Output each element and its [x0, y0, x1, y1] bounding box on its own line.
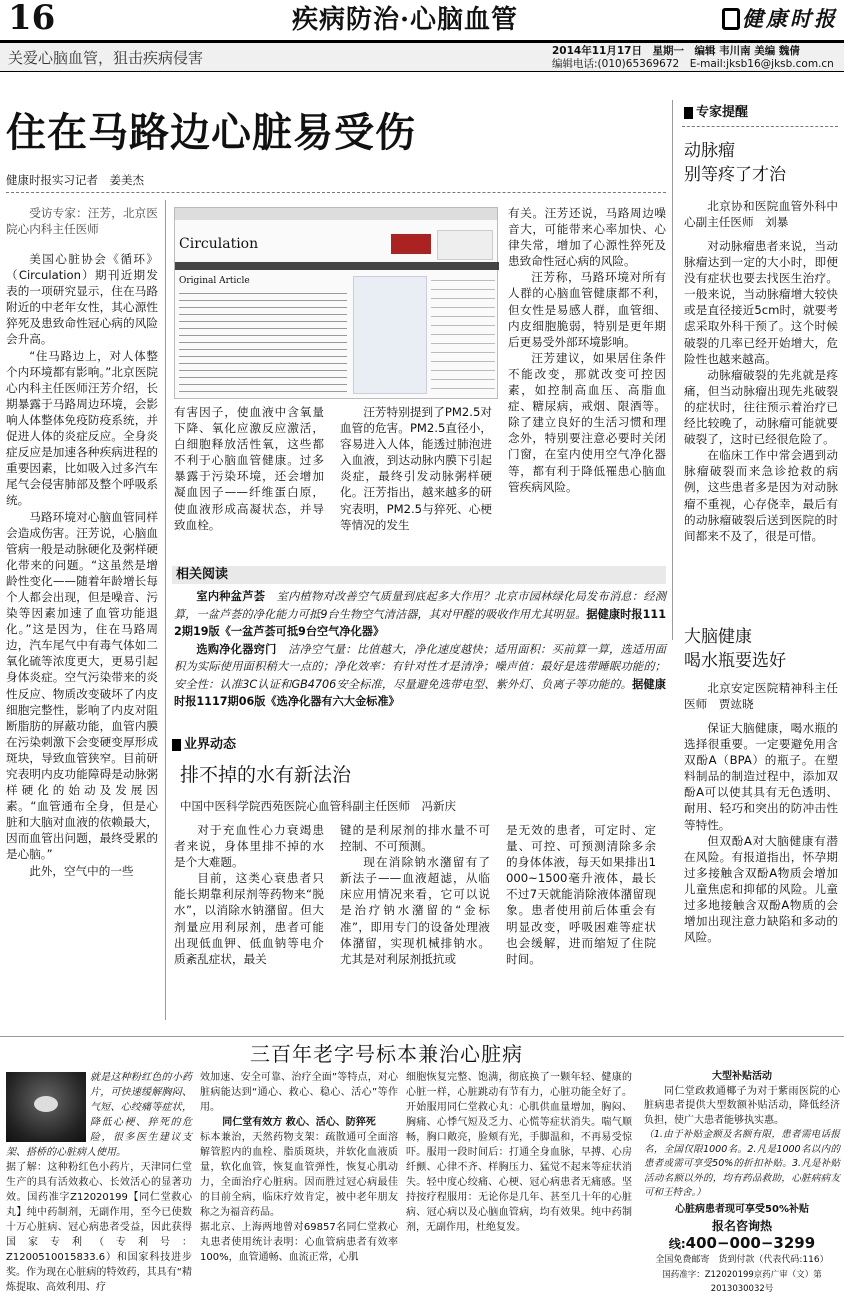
aneurysm-title-2: 别等疼了才治	[684, 165, 786, 185]
industry-col-1: 对于充血性心力衰竭患者来说，身体里排不掉的水是个大难题。 目前，这类心衰患者只能长期靠利尿剂等药物来“脱水”，以消除水钠潴留。但大剂量应用利尿剂，患者可能出现低血钾、低血钠等电介质紊乱症状，最关	[174, 823, 324, 966]
ad-col-4: 大型补贴活动 同仁堂政救通椰子为对于紫雨医院的心脏病患者提供大型数额补贴活动，降低经济负担，使广大患者能够执实惠。 （1.由于补贴金额及名额有限，患者需电话报名，全国仅限1000名。2.凡是1000名以内的患者或需可享受50%的折扣补贴。3.凡是补贴活动名额以外的，均有药品救助，心脏病病友可和王特舍。） 心脏病患者现可享受50%补贴 报名咨询热线:400−000−3299 全国免费邮寄 货到付款（代表代码:116） 国药准字：Z12020199京药广审（文）第2013030032号	[644, 1071, 840, 1294]
industry-article-title: 排不掉的水有新法治	[180, 764, 352, 786]
industry-col-3: 是无效的患者，可定时、定量、可控、可预测清除多余的身体体液，每天如果排出1000~1500毫升液体，最长不过7天就能消除液体潴留现象。患者使用前后体重会有明显改变，呼吸困难等症状也会缓解，进而缩短了住院时间。	[506, 823, 656, 966]
date-line: 2014年11月17日 星期一 编辑 韦川南 美编 魏倩	[552, 45, 800, 57]
ad-title: 三百年老字号标本兼治心脏病	[250, 1042, 523, 1066]
column-divider-left	[165, 200, 166, 1020]
newspaper-logo: 健康时报	[708, 2, 838, 36]
industry-heading: 业界动态	[184, 737, 237, 752]
journal-text-lines	[179, 290, 347, 394]
aneurysm-title-1: 动脉瘤	[684, 141, 735, 161]
logo-mark-icon	[722, 8, 740, 30]
journal-screenshot	[174, 207, 498, 399]
brain-title-2: 喝水瓶要选好	[684, 651, 786, 671]
main-col-1: 美国心脏协会《循环》（Circulation）期刊近期发表的一项研究显示，住在马路附近的中老年女性，其心源性猝死及患致命性冠心病的风险会升高。 “住马路边上，对人体整个内环境都有影响。”北京医院心内科主任医师汪芳介绍，长期暴露于马路周边环境，会影响人体整体免疫防疫系统，并促进人体的炎症反应。全身炎症反应是加速各种疾病进程的重要因素，比如吸入过多汽车尾气会侵害肺部及整个呼吸系统。 马路环境对心脑血管同样会造成伤害。汪芳说，心脑血管病一般是动脉硬化及粥样硬化带来的问题。“这虽然是增龄性变化——随着年龄增长每个人都会出现，但是噪音、污染等因素加速了血管功能退化。”这是因为，住在马路周边，汽车尾气中有毒气体如二氧化硫等浓度更大，更易引起身体炎症。空气污染带来的炎性反应、物质改变破坏了内皮细胞完整性，影响了内皮对阻断脂肪的屏蔽功能，血管内膜在污染刺激下会变硬变厚形成斑块，导致血管狭窄。目前研究表明内皮功能障碍是动脉粥样硬化的始动及发展因素。“血管通布全身，但是心脏和大脑对血液的依赖最大，因而血管出问题，最终受累的是心脑。” 此外，空气中的一些	[6, 252, 158, 878]
journal-sidebar-panel	[353, 276, 427, 394]
ad-col-3: 细胞恢复完整、饱满，彻底换了一颗年轻、健康的心脏一样，心脏跳动有节有力，心脏功能全好了。开始服用同仁堂救心丸：心肌供血量增加，胸闷、胸痛、心悸气短及乏力、心慌等症状消失。喘气顺畅，胸口敞亮，脸颊有光，手脚温和，不再易受惊吓。服用一段时间后：打通全身血脉，早搏、心房纤颤、心律不齐、样胸压力、猛觉不起来等症状消失。轻中度心绞痛、心梗、冠心病患者无痛感。坚持按疗程服用：无论你是几年、甚至几十年的心脏病、冠心病以及心脑血管病，均有效果。纯中药制剂，无副作用，杜绝复发。	[406, 1072, 632, 1233]
brain-body: 保证大脑健康，喝水瓶的选择很重要。一定要避免用含双酚A（BPA）的瓶子。在塑料制品的制造过程中，添加双酚A可以使其具有无色透明、耐用、轻巧和突出的防冲击性等特性。 但双酚A对大脑健康有潜在风险。有报道指出，怀孕期过多接触含双酚A物质会增加儿童焦虑和抑郁的风险。儿童过多地接触含双酚A物质的会增加出现注意力缺陷和多动的风险。	[684, 721, 838, 945]
main-headline: 住在马路边心脏易受伤	[6, 109, 416, 156]
expert-tips-heading: 专家提醒	[696, 105, 749, 120]
related-heading: 相关阅读	[172, 566, 666, 584]
industry-heading-marker	[172, 739, 181, 751]
section-title: 疾病防治·心脑血管	[292, 5, 519, 35]
hotline: 报名咨询热线:400−000−3299	[668, 1219, 816, 1252]
ad-col-2: 效加速、安全可靠、治疗全面”等特点，对心脏病能达到“通心、救心、稳心、活心”等作用。 同仁堂有效方 救心、活心、防猝死 标本兼治，天然药物支架：疏散通可全面溶解管腔内的血栓、脂质斑块，并软化血液质量，软化血管，恢复血管弹性，恢复心肌动力，全面治疗心脏病。因而胜过冠心病最佳的目前全病，临床疗效肯定，被中老年朋友称之为福音药品。 据北京、上海两地曾对69857名同仁堂救心丸患者使用统计表明：心血管病患者有效率100%，血管通畅、血流正常，心肌	[200, 1072, 398, 1263]
industry-byline: 中国中医科学院西苑医院心血管科副主任医师 冯新庆	[180, 799, 456, 813]
related-body: 室内种盆芦荟 室内植物对改善空气质量到底起多大作用？北京市园林绿化局发布消息：经测算，一盆芦荟的净化能力可抵9台生物空气清洁器，其对甲醛的吸收作用尤其明显。据健康时报1112期19版《一盆芦荟可抵9台空气净化器》 选购净化器窍门 洁净空气量：比值越大，净化速度越快；适用面积：买前算一算，选适用面积为实际使用面积稍大一点的；净化效率：有针对性才是清净；噪声值：最好是选带睡眠功能的；安全性：认准3C认证和GB4706安全标准，尽量避免选带电型、紫外灯、负离子等功能的。据健康时报1117期06版《选净化器有六大金标准》	[174, 590, 667, 708]
journal-article-label: Original Article	[179, 276, 250, 286]
header-slogan: 关爱心脑血管，狙击疾病侵害	[8, 49, 204, 67]
expert-tips-marker	[684, 107, 693, 119]
expert-note: 受访专家：汪芳，北京医院心内科主任医师	[6, 206, 158, 237]
page-number: 16	[8, 0, 56, 38]
journal-sidebar-panel-2	[431, 276, 495, 394]
ad-col-1: 就是这种粉红色的小药片，可快速缓解胸闷、气短、心绞痛等症状，降低心梗、猝死的危险，很多医生建议支架、搭桥的心脏病人使用。 据了解：这种粉红色小药片，天津同仁堂生产的具有活效救心、长效活心的显著功效。国药准字Z12020199【同仁堂救心丸】纯中药制剂，无副作用，至今已使数十万心脏病、冠心病患者受益，因此获得国家专利（专利号：Z1200510015833.6）和国家科技进步奖。作为现在心脏病的特效药，其具有“精炼提取、高效利用、疗	[6, 1072, 192, 1293]
main-col-3: 汪芳特别提到了PM2.5对血管的危害。PM2.5直径小，容易进入人体，能透过肺泡进入血液，到达动脉内膜下引起炎症，最终引发动脉粥样硬化。汪芳指出，越来越多的研究表明，PM2.5与猝死、心梗等情况的发生	[340, 405, 492, 532]
contact-line: 编辑电话:(010)65369672 E-mail:jksb16@jksb.com.cn	[552, 58, 834, 70]
brain-title-1: 大脑健康	[684, 627, 752, 647]
expert-tips-divider	[682, 126, 838, 127]
main-col-4: 有关。汪芳还说，马路周边噪音大，可能带来心率加快、心律失常，增加了心源性猝死及患致命性冠心病的风险。 汪芳称，马路环境对所有人群的心脑血管健康都不利，但女性是易感人群，血管细、内皮细胞脆弱，特别是更年期后更易受外部环境影响。 汪芳建议，如果居住条件不能改变，那就改变可控因素，如控制高血压、高脂血症、糖尿病，戒烟、限酒等。除了建立良好的生活习惯和理念外，特别要注意必要时关闭门窗，在室内使用空气净化器等，都有利于降低罹患心脑血管疾病风险。	[508, 206, 666, 494]
journal-name: Circulation	[179, 236, 259, 252]
industry-col-2: 键的是利尿剂的排水量不可控制、不可预测。 现在消除钠水潴留有了新法子——血液超滤，从临床应用情况来看，它可以说是治疗钠水潴留的“金标准”，即用专门的设备处理液体潴留，实现机械排钠水。尤其是对利尿剂抵抗或	[340, 823, 490, 966]
main-col-2: 有害因子，使血液中含氧量下降、氧化应激反应激活，白细胞释放活性氧，这些都不利于心脑血管健康。过多暴露于污染环境，还会增加凝血因子——纤维蛋白原，使血液形成高凝状态，并导致血栓。	[174, 405, 324, 532]
journal-topbar	[175, 208, 497, 220]
journal-navbar	[175, 262, 499, 270]
aneurysm-author: 北京协和医院血管外科中心副主任医师 刘暴	[684, 199, 838, 230]
brain-author: 北京安定医院精神科主任医师 贾竑晓	[684, 681, 838, 712]
column-divider-right	[672, 100, 673, 640]
aneurysm-body: 对动脉瘤患者来说，当动脉瘤达到一定的大小时，即便没有症状也要去找医生治疗。一般来说，当动脉瘤增大较快或是直径接近5cm时，就要考虑采取外科干预了。这个时候破裂的几率已经开始增大，危险性也越来越高。 动脉瘤破裂的先兆就是疼痛，但当动脉瘤出现先兆破裂的症状时，往往预示着治疗已经比较晚了，动脉瘤可能就要破裂了，这时已经很危险了。 在临床工作中常会遇到动脉瘤破裂而来急诊抢救的病例，这些患者多是因为对动脉瘤不重视，心存侥幸，最后有的动脉瘤破裂后送到医院的时间都来不及了，很是可惜。	[684, 239, 838, 543]
main-byline: 健康时报实习记者 姜美杰	[6, 173, 144, 187]
journal-search-box	[437, 230, 493, 260]
byline-divider	[6, 192, 666, 193]
ad-top-rule	[0, 1036, 844, 1037]
header-rule-bottom	[0, 71, 844, 72]
journal-logo-icon	[391, 234, 431, 254]
